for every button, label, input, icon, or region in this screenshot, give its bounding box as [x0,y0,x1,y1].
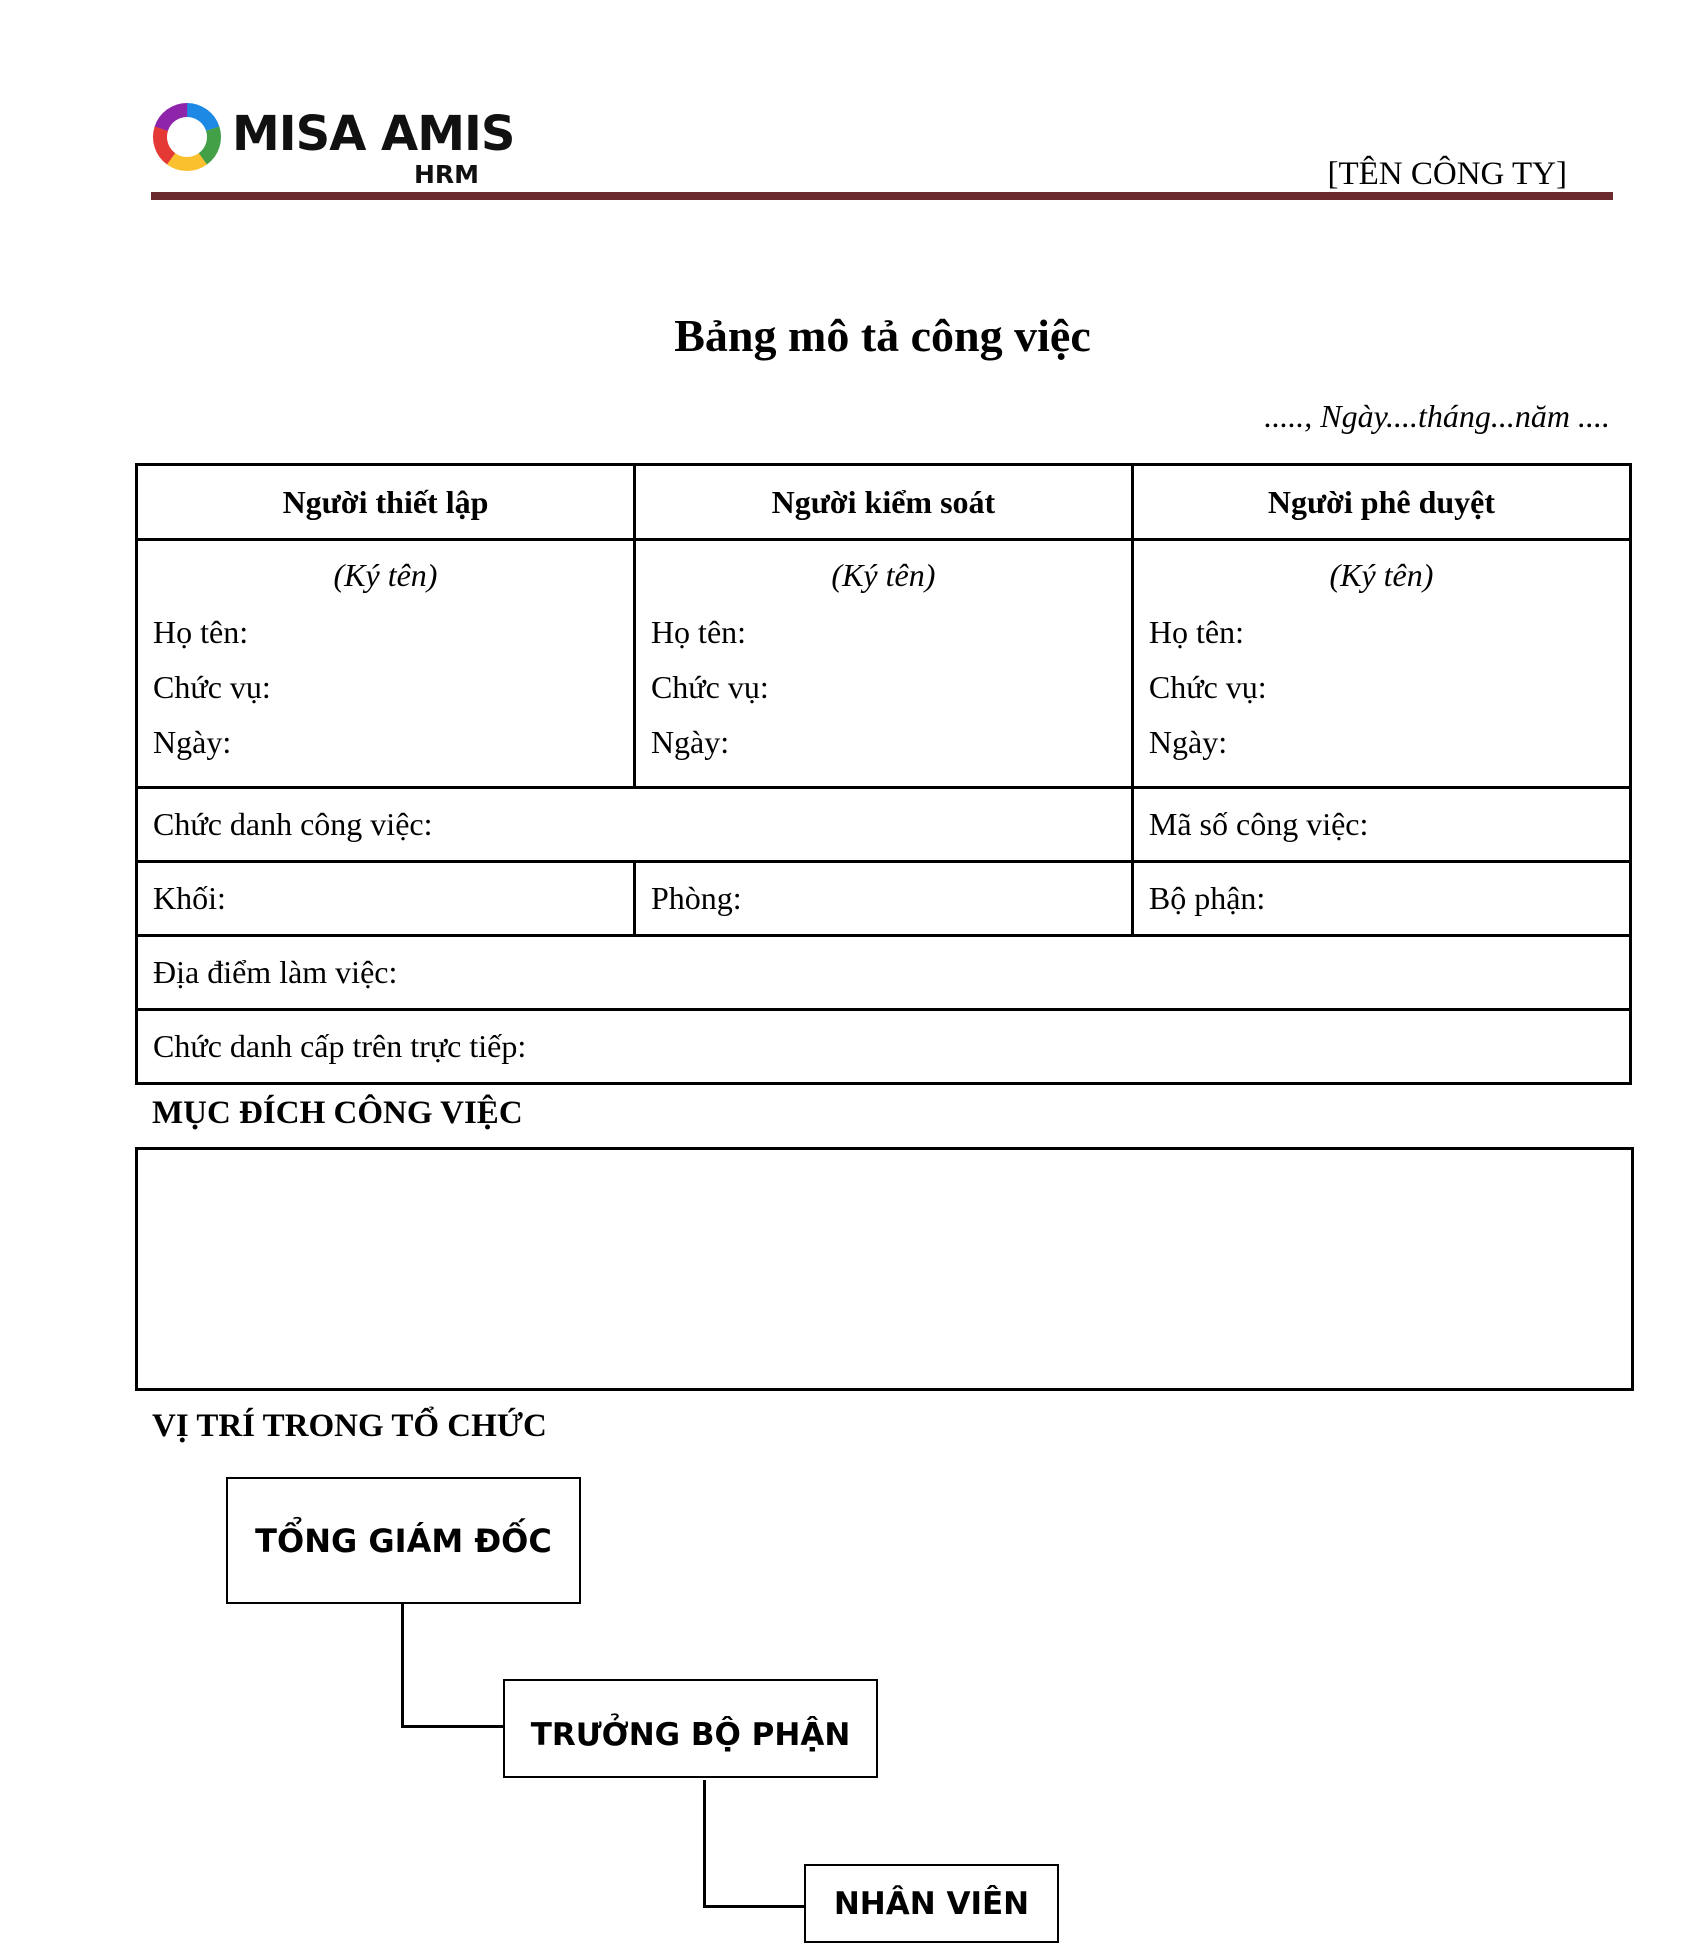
name-label: Họ tên: [153,614,249,650]
location-field[interactable]: Địa điểm làm việc: [137,936,1631,1010]
signature-row [137,540,1631,788]
controller-header: Người kiểm soát [634,465,1132,540]
org-node-label: NHÂN VIÊN [833,1885,1030,1922]
creator-header: Người thiết lập [137,465,635,540]
company-logo [152,102,515,194]
document-title: Bảng mô tả công việc [674,310,1091,361]
purpose-section-title: MỤC ĐÍCH CÔNG VIỆC [152,1095,523,1131]
date-label: Ngày: [153,724,232,760]
controller-signature-cell[interactable] [634,540,1132,788]
name-label: Họ tên: [1148,614,1244,650]
block-field[interactable]: Khối: [137,862,635,936]
org-node-department-head [503,1679,878,1778]
name-label: Họ tên: [650,614,747,650]
position-label: Chức vụ: [650,669,769,705]
direct-superior-field[interactable]: Chức danh cấp trên trực tiếp: [137,1010,1631,1084]
position-section-title: VỊ TRÍ TRONG TỔ CHỨC [152,1408,547,1444]
org-connector [703,1780,706,1907]
org-node-ceo [226,1477,581,1604]
org-connector [703,1905,806,1908]
sign-note: (Ký tên) [1329,557,1434,593]
org-connector [401,1725,504,1728]
department-field[interactable]: Phòng: [634,862,1132,936]
date-line: ....., Ngày....tháng...năm .... [1264,398,1610,434]
company-name-placeholder: [TÊN CÔNG TY] [1327,156,1567,192]
sign-note: (Ký tên) [333,557,438,593]
division-field[interactable]: Bộ phận: [1132,862,1630,936]
job-info-table [135,463,1632,1085]
location-row [137,936,1631,1010]
job-code-field[interactable]: Mã số công việc: [1132,788,1630,862]
job-title-row [137,788,1631,862]
approval-header-row [137,465,1631,540]
header-divider [151,192,1613,200]
purpose-input-box[interactable] [135,1147,1634,1391]
approver-header: Người phê duyệt [1132,465,1630,540]
org-unit-row [137,862,1631,936]
position-label: Chức vụ: [153,669,271,705]
date-label: Ngày: [650,724,730,760]
logo-subtext: HRM [414,160,480,189]
date-label: Ngày: [1148,724,1228,760]
job-title-field[interactable]: Chức danh công việc: [137,788,1133,862]
logo-ring-icon [152,102,222,172]
superior-row [137,1010,1631,1084]
creator-signature-cell[interactable] [137,540,635,788]
org-node-employee [804,1864,1059,1943]
sign-note: (Ký tên) [831,557,936,593]
approver-signature-cell[interactable] [1132,540,1630,788]
org-connector [401,1601,404,1727]
position-label: Chức vụ: [1148,669,1267,705]
org-node-label: TỔNG GIÁM ĐỐC [255,1521,552,1560]
org-node-label: TRƯỞNG BỘ PHẬN [530,1716,851,1753]
logo-text: MISA AMIS [232,106,515,162]
